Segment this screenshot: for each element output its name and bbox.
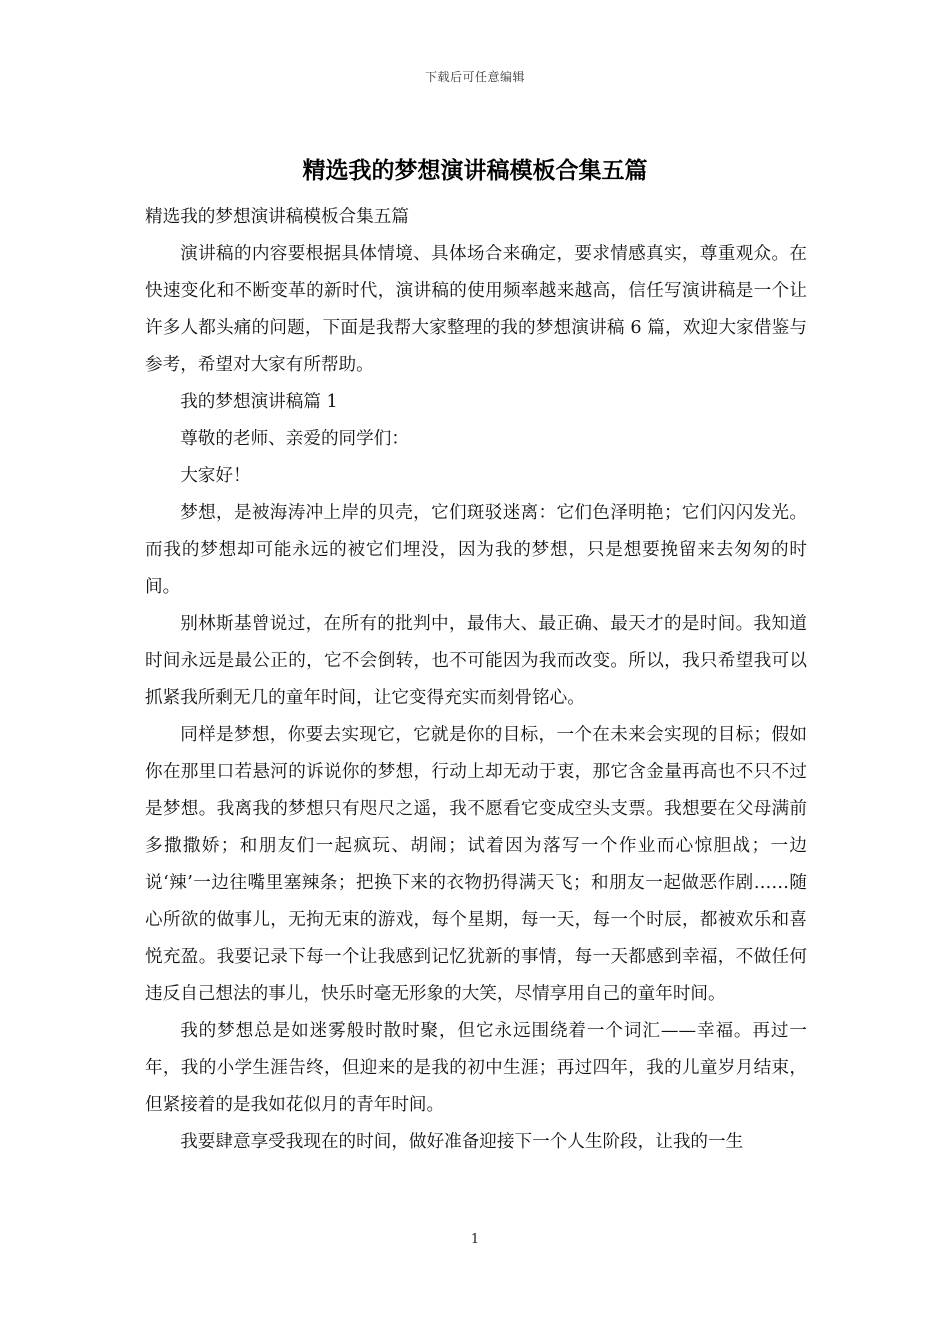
body-paragraph: 梦想，是被海涛冲上岸的贝壳，它们斑驳迷离：它们色泽明艳；它们闪闪发光。而我的梦想却可能永远的被它们埋没，因为我的梦想，只是想要挽留来去匆匆的时间。 [145, 503, 807, 597]
body-paragraph: 同样是梦想，你要去实现它，它就是你的目标，一个在未来会实现的目标；假如你在那里口若悬河的诉说你的梦想，行动上却无动于衷，那它含金量再高也不只不过是梦想。我离我的梦想只有咫尺之遥，我不愿看它变成空头支票。我想要在父母满前多撒撒娇；和朋友们一起疯玩、胡闹；试着因为落写一个作业而心惊胆战；一边说‘辣’一边往嘴里塞辣条；把换下来的衣物扔得满天飞；和朋友一起做恶作剧……随心所欲的做事儿，无拘无束的游戏，每个星期，每一天，每一个时辰，都被欢乐和喜悦充盈。我要记录下每一个让我感到记忆犹新的事情，每一天都感到幸福，不做任何违反自己想法的事儿，快乐时毫无形象的大笑，尽情享用自己的童年时间。 [145, 725, 807, 1004]
body-paragraph: 我的梦想总是如迷雾般时散时聚，但它永远围绕着一个词汇——幸福。再过一年，我的小学生涯告终，但迎来的是我的初中生涯；再过四年，我的儿童岁月结束，但紧接着的是我如花似月的青年时间。 [145, 1021, 807, 1115]
greeting: 大家好！ [180, 466, 251, 486]
section-heading: 我的梦想演讲稿篇 1 [180, 392, 338, 412]
header-note: 下载后可任意编辑 [424, 70, 525, 84]
salutation: 尊敬的老师、亲爱的同学们： [180, 429, 409, 449]
document-title: 精选我的梦想演讲稿模板合集五篇 [302, 157, 648, 184]
body-paragraph: 别林斯基曾说过，在所有的批判中，最伟大、最正确、最天才的是时间。我知道时间永远是最公正的，它不会倒转，也不可能因为我而改变。所以，我只希望我可以抓紧我所剩无几的童年时间，让它变得充实而刻骨铭心。 [145, 614, 807, 708]
subtitle-paragraph: 精选我的梦想演讲稿模板合集五篇 [145, 207, 409, 227]
page-number: 1 [470, 1232, 480, 1247]
document-body [145, 199, 807, 1161]
intro-paragraph: 演讲稿的内容要根据具体情境、具体场合来确定，要求情感真实，尊重观众。在快速变化和不断变革的新时代，演讲稿的使用频率越来越高，信任写演讲稿是一个让许多人都头痛的问题，下面是我帮大家整理的我的梦想演讲稿 6 篇，欢迎大家借鉴与参考，希望对大家有所帮助。 [145, 244, 807, 375]
body-paragraph: 我要肆意享受我现在的时间，做好准备迎接下一个人生阶段，让我的一生 [180, 1132, 744, 1152]
